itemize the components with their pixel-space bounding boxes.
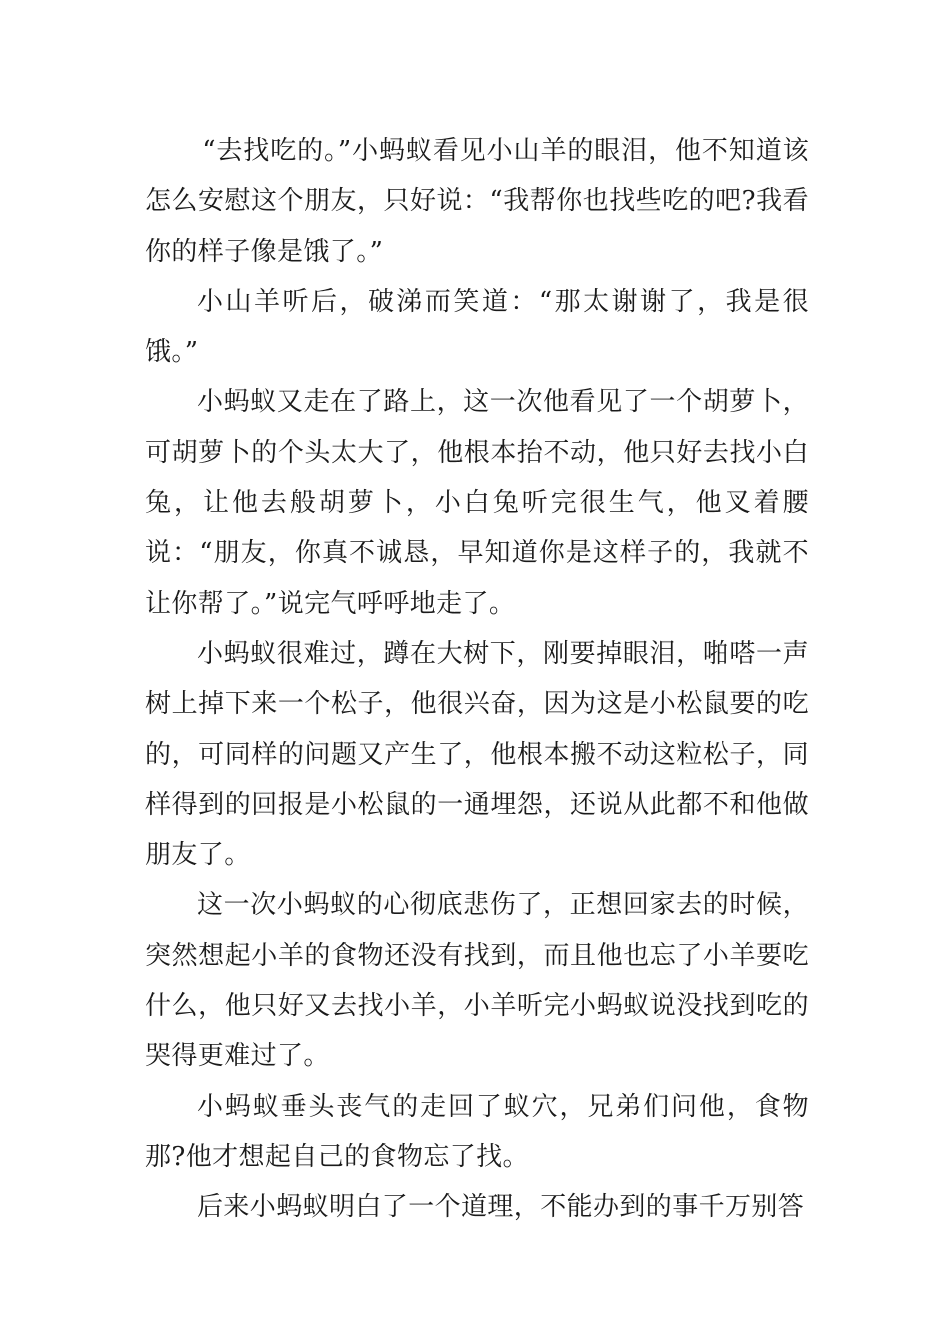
paragraph: 小蚂蚁垂头丧气的走回了蚁穴，兄弟们问他，食物那?他才想起自己的食物忘了找。 [145,1091,809,1172]
paragraph: 后来小蚂蚁明白了一个道理，不能办到的事千万别答 [197,1192,805,1223]
paragraph: 这一次小蚂蚁的心彻底悲伤了，正想回家去的时候，突然想起小羊的食物还没有找到，而且他也忘了小羊要吃什么，他只好又去找小羊，小羊听完小蚂蚁说没找到吃的哭得更难过了。 [145,890,809,1072]
paragraph: 小山羊听后，破涕而笑道：“那太谢谢了，我是很饿。” [145,286,809,368]
paragraph: 小蚂蚁又走在了路上，这一次他看见了一个胡萝卜，可胡萝卜的个头太大了，他根本抬不动，他只好去找小白兔，让他去般胡萝卜，小白兔听完很生气，他叉着腰说：“朋友，你真不诚恳，早知道你是这样子的，我就不让你帮了。”说完气呼呼地走了。 [145,387,809,619]
paragraph: “去找吃的。”小蚂蚁看见小山羊的眼泪，他不知道该怎么安慰这个朋友，只好说：“我帮你也找些吃的吧?我看你的样子像是饿了。” [145,136,809,267]
story-text [145,126,809,1233]
paragraph: 小蚂蚁很难过，蹲在大树下，刚要掉眼泪，啪嗒一声树上掉下来一个松子，他很兴奋，因为这是小松鼠要的吃的，可同样的问题又产生了，他根本搬不动这粒松子，同样得到的回报是小松鼠的一通埋怨，还说从此都不和他做朋友了。 [145,638,809,871]
